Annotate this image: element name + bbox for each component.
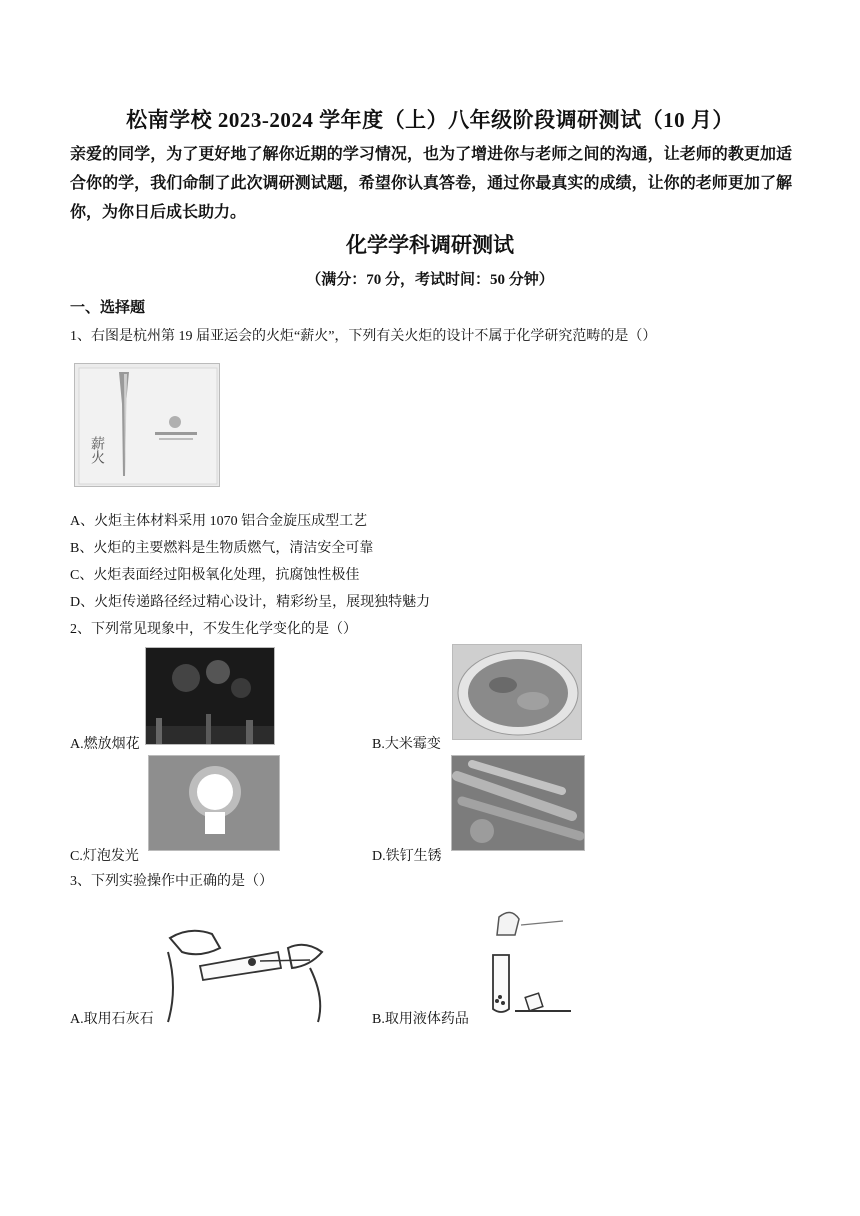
- question-2-stem: 2、下列常见现象中，不发生化学变化的是（）: [70, 622, 357, 637]
- q2-option-d: D.铁钉生锈: [372, 849, 442, 864]
- subject-title: 化学学科调研测试: [346, 233, 514, 257]
- q1-option-d: D、火炬传递路径经过精心设计，精彩纷呈，展现独特魅力: [70, 595, 431, 610]
- q1-option-c: C、火炬表面经过阳极氧化处理，抗腐蚀性极佳: [70, 568, 360, 583]
- intro-paragraph: 亲爱的同学，为了更好地了解你近期的学习情况，也为了增进你与老师之间的沟通，让老师的教更加适合你的学，我们命制了此次调研测试题，希望你认真答卷，通过你最真实的成绩，让你的老师更加了解你，为你日后成长助力。: [70, 146, 792, 221]
- moldy-rice-image: [452, 644, 582, 740]
- q2-option-a: A.燃放烟花: [70, 737, 140, 752]
- exam-title: 松南学校 2023-2024 学年度（上）八年级阶段调研测试（10 月）: [126, 108, 734, 132]
- rusty-nails-image: [451, 755, 585, 851]
- q3-option-b: B.取用液体药品: [372, 1012, 469, 1027]
- torch-image: [74, 363, 220, 487]
- liquid-operation-image: [485, 905, 575, 1017]
- q2-option-b: B.大米霉变: [372, 737, 441, 752]
- section-heading: 一、选择题: [70, 300, 146, 316]
- q3-option-a: A.取用石灰石: [70, 1012, 154, 1027]
- question-1-stem: 1、右图是杭州第 19 届亚运会的火炬“薪火”，下列有关火炬的设计不属于化学研究范畴的是（）: [70, 329, 657, 344]
- q1-option-b: B、火炬的主要燃料是生物质燃气，清洁安全可靠: [70, 541, 374, 556]
- q1-option-a: A、火炬主体材料采用 1070 铝合金旋压成型工艺: [70, 514, 368, 529]
- limestone-operation-image: [160, 918, 330, 1024]
- q2-option-c: C.灯泡发光: [70, 849, 139, 864]
- torch-image-text: 薪火: [89, 436, 105, 464]
- exam-meta: （满分：70 分，考试时间：50 分钟）: [306, 272, 554, 288]
- bulb-image: [148, 755, 280, 851]
- question-3-stem: 3、下列实验操作中正确的是（）: [70, 874, 273, 889]
- fireworks-image: [145, 647, 275, 745]
